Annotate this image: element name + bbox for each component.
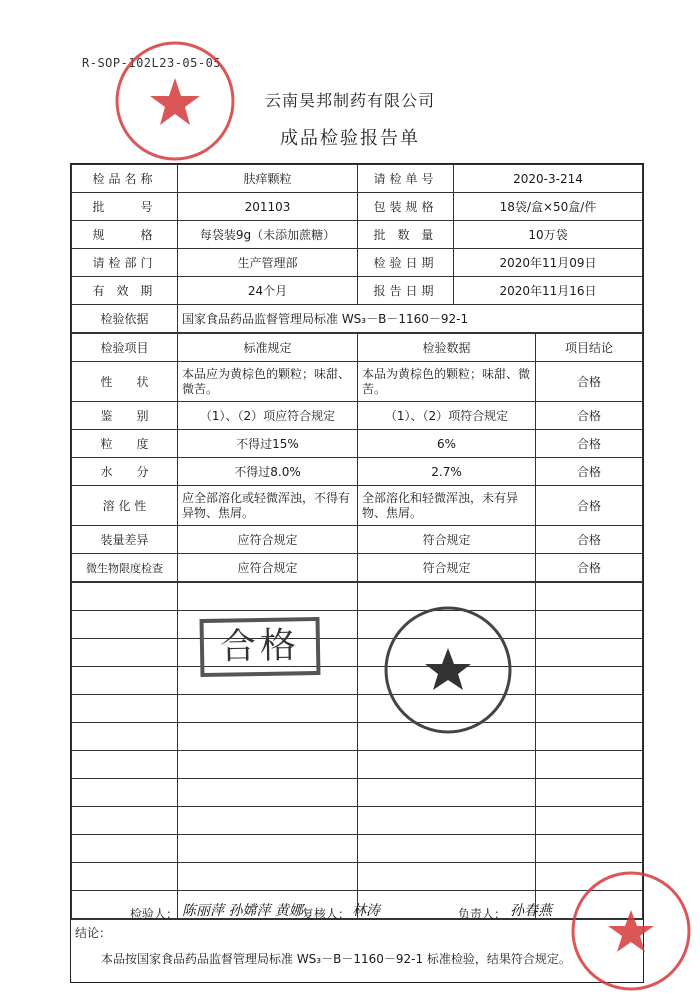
inspector-label: 检验人： (130, 907, 179, 921)
conclusion-text: 本品按国家食品药品监督管理局标准 WS₃－B－1160－92-1 标准检验，结果符合规定。 (101, 952, 571, 966)
test-data: 2.7% (358, 458, 536, 486)
field-label: 规 格 (72, 221, 178, 249)
empty-row (72, 863, 643, 891)
test-data: （1）、（2）项符合规定 (358, 402, 536, 430)
reviewer-signature: 林涛 (352, 903, 380, 919)
test-result: 合格 (536, 402, 643, 430)
column-header: 标准规定 (178, 334, 358, 362)
report-form (70, 163, 644, 983)
table-row (72, 526, 643, 554)
test-result: 合格 (536, 458, 643, 486)
responsible-label: 负责人： (458, 907, 507, 921)
test-result: 合格 (536, 430, 643, 458)
table-row (72, 362, 643, 402)
test-item: 水 分 (72, 458, 178, 486)
test-results-table (71, 333, 643, 582)
field-label: 请检部门 (72, 249, 178, 277)
responsible-signature: 孙春燕 (510, 903, 552, 919)
report-title: 成品检验报告单 (280, 128, 420, 149)
test-item: 鉴 别 (72, 402, 178, 430)
test-standard: （1）、（2）项应符合规定 (178, 402, 358, 430)
table-row (72, 193, 643, 221)
field-value: 2020年11月09日 (454, 249, 643, 277)
table-row (72, 221, 643, 249)
test-data: 全部溶化和轻微浑浊，未有异物、焦屑。 (358, 486, 536, 526)
test-standard: 应符合规定 (178, 554, 358, 582)
table-row (72, 277, 643, 305)
empty-row (72, 751, 643, 779)
table-row (72, 430, 643, 458)
empty-row (72, 667, 643, 695)
test-item: 溶 化 性 (72, 486, 178, 526)
test-data: 符合规定 (358, 554, 536, 582)
test-standard: 应全部溶化或轻微浑浊，不得有异物、焦屑。 (178, 486, 358, 526)
column-header: 检验数据 (358, 334, 536, 362)
pass-stamp: 合格 (200, 617, 321, 677)
test-standard: 不得过8.0% (178, 458, 358, 486)
basis-value: 国家食品药品监督管理局标准 WS₃－B－1160－92-1 (178, 305, 643, 333)
field-label: 包装规格 (358, 193, 454, 221)
test-data: 符合规定 (358, 526, 536, 554)
test-result: 合格 (536, 486, 643, 526)
table-row (72, 486, 643, 526)
table-row (72, 305, 643, 333)
field-value: 2020年11月16日 (454, 277, 643, 305)
conclusion-section (71, 919, 643, 982)
test-item: 性 状 (72, 362, 178, 402)
column-header: 检验项目 (72, 334, 178, 362)
field-value: 2020-3-214 (454, 165, 643, 193)
test-item: 装量差异 (72, 526, 178, 554)
table-row (72, 249, 643, 277)
test-standard: 应符合规定 (178, 526, 358, 554)
field-label: 有 效 期 (72, 277, 178, 305)
field-value: 每袋装9g（未添加蔗糖） (178, 221, 358, 249)
field-value: 18袋/盒×50盒/件 (454, 193, 643, 221)
inspection-seal (378, 600, 518, 740)
field-value: 10万袋 (454, 221, 643, 249)
table-row (72, 554, 643, 582)
table-header-row (72, 334, 643, 362)
empty-row (72, 723, 643, 751)
inspector-signature: 陈丽萍 孙嫦萍 黄娜 (182, 903, 303, 919)
empty-row (72, 779, 643, 807)
test-item: 粒 度 (72, 430, 178, 458)
test-item: 微生物限度检查 (72, 554, 178, 582)
empty-row (72, 639, 643, 667)
empty-row (72, 583, 643, 611)
field-value: 24个月 (178, 277, 358, 305)
quality-department-stamp (566, 866, 696, 996)
field-label: 检品名称 (72, 165, 178, 193)
test-data: 6% (358, 430, 536, 458)
company-name: 云南昊邦制药有限公司 (264, 91, 435, 110)
test-standard: 本品应为黄棕色的颗粒；味甜、微苦。 (178, 362, 358, 402)
field-value: 201103 (178, 193, 358, 221)
document-code: R-SOP-102L23-05-05 (82, 56, 222, 70)
field-label: 请检单号 (358, 165, 454, 193)
empty-row (72, 695, 643, 723)
field-label: 批 数 量 (358, 221, 454, 249)
column-header: 项目结论 (536, 334, 643, 362)
blank-rows (71, 582, 643, 919)
table-row (72, 165, 643, 193)
empty-row (72, 807, 643, 835)
test-standard: 不得过15% (178, 430, 358, 458)
field-value: 生产管理部 (178, 249, 358, 277)
reviewer-label: 复核人： (302, 907, 351, 921)
test-result: 合格 (536, 362, 643, 402)
test-result: 合格 (536, 526, 643, 554)
conclusion-label: 结论： (75, 926, 112, 940)
field-label: 批 号 (72, 193, 178, 221)
field-value: 肤痒颗粒 (178, 165, 358, 193)
info-table (71, 164, 643, 333)
basis-label: 检验依据 (72, 305, 178, 333)
test-data: 本品为黄棕色的颗粒；味甜、微苦。 (358, 362, 536, 402)
field-label: 报告日期 (358, 277, 454, 305)
table-row (72, 458, 643, 486)
field-label: 检验日期 (358, 249, 454, 277)
table-row (72, 402, 643, 430)
empty-row (72, 611, 643, 639)
test-result: 合格 (536, 554, 643, 582)
empty-row (72, 835, 643, 863)
